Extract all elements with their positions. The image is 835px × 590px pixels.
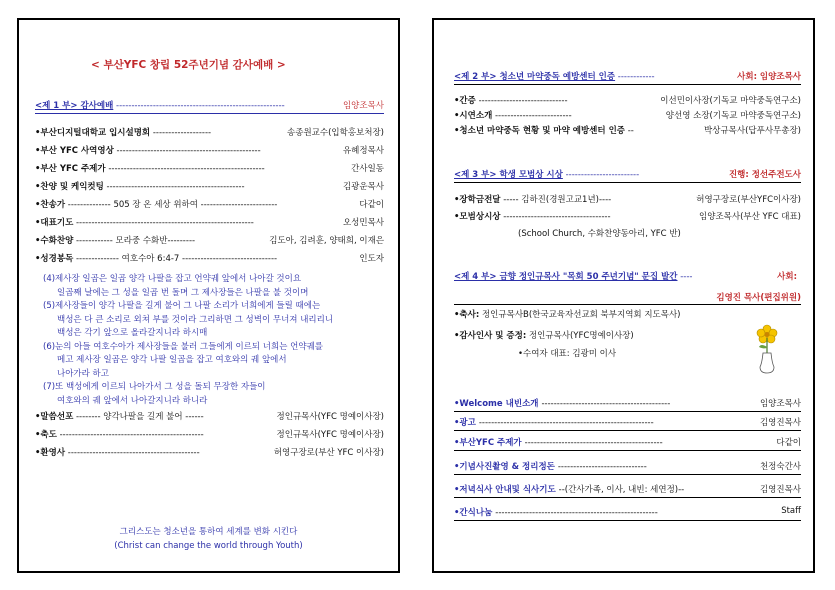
section-1-label: <제 1 부> 감사예배 [35, 101, 114, 111]
section-4-underline [454, 304, 801, 305]
program-item-leader: 정인규목사(YFC 명예이사장) [276, 412, 384, 422]
program-item-leader: 간사일동 [351, 164, 384, 174]
divider [454, 450, 801, 451]
section-2-underline [454, 84, 801, 85]
program-item-leader: 김도아, 김려훈, 양태희, 이재은 [269, 236, 384, 246]
program-item: •찬송가 -------------- 505 장 온 세상 위하여 ------------------------- [35, 200, 278, 210]
program-item-leader: 송종원교수(입학홍보처장) [287, 128, 384, 138]
program-item-leader: 인도자 [359, 254, 384, 264]
divider [454, 411, 801, 412]
motto-english: (Christ can change the world through Youth) [114, 541, 303, 551]
divider [454, 520, 801, 521]
section-2-host: 사회: 임양조목사 [737, 72, 801, 82]
program-item: •환영사 ------------------------------------------- [35, 448, 200, 458]
program-note: •수여자 대표: 김광미 이사 [518, 349, 617, 359]
program-item-leader: 임양조목사 [759, 399, 801, 409]
section-4-host: 김영진 목사(편집위원) [716, 293, 801, 303]
section-2-label: <제 2 부> 청소년 마약중독 예방센터 인증 [454, 72, 616, 82]
program-item: •모범상시상 ----------------------------------- [454, 212, 611, 222]
scripture-line: (4)제사장 일곱은 일곱 양각 나팔을 잡고 언약궤 앞에서 나아갈 것이요 [43, 274, 302, 284]
program-item-leader: Staff [781, 506, 801, 516]
program-item: •간식나눔 ----------------------------------------------------- [454, 508, 658, 518]
section-3-host: 진행: 정선주전도사 [728, 170, 801, 180]
program-item-leader: 박상규목사(답푸사무총장) [704, 126, 801, 136]
program-item-leader: 정인규목사(YFC 명예이사장) [276, 430, 384, 440]
program-item: •감사인사 및 증정: 정인규목사(YFC명예이사장) [454, 331, 634, 341]
program-item-leader: 김영진목사 [759, 485, 801, 495]
scripture-line: 백성은 각기 앞으로 올라갈지니라 하시매 [57, 328, 208, 338]
program-item: •시연소개 ------------------------- [454, 111, 572, 121]
right-panel [432, 18, 815, 573]
program-item: •장학금전달 ----- 김하진(경원고교1년)---- [454, 195, 612, 205]
section-3-heading: <제 3 부> 학생 모범상 시상 ------------------------ [454, 170, 640, 180]
divider [454, 497, 801, 498]
program-item-leader: 임양조목사(부산 YFC 대표) [699, 212, 801, 222]
left-panel [17, 18, 400, 573]
program-item-leader: 허영구장로(부산 YFC 이사장) [273, 448, 384, 458]
motto-korean: 그리스도는 청소년을 통하여 세계를 변화 시킨다 [119, 527, 298, 537]
scripture-line: (5)제사장들이 양각 나팔을 길게 불어 그 나팔 소리가 너희에게 들릴 때에는 [43, 301, 321, 311]
program-item-leader: 유혜정목사 [342, 146, 384, 156]
program-item: •성경봉독 -------------- 여호수아 6:4-7 ------------------------------- [35, 254, 278, 264]
scripture-passage [43, 273, 333, 408]
program-item: •청소년 마약중독 현황 및 마약 예방센터 인증 -- [454, 126, 634, 136]
section-3-label: <제 3 부> 학생 모범상 시상 [454, 170, 563, 180]
program-note: (School Church, 수화찬양동아리, YFC 반) [518, 229, 681, 239]
program-item: •축사: 정인규목사B(한국교육자선교회 북부지역회 지도목사) [454, 310, 681, 320]
program-item: •부산 YFC 주제가 --------------------------------------------------- [35, 164, 265, 174]
program-item: •찬양 및 케익컷팅 --------------------------------------------- [35, 182, 245, 192]
scripture-line: 여호와의 궤 앞에서 나아갈지니라 하니라 [57, 395, 208, 406]
program-item-leader: 천정숙간사 [759, 462, 801, 472]
program-item: •Welcome 내빈소개 ------------------------------------------ [454, 399, 671, 409]
program-item: •수화찬양 ------------ 모라중 수화반--------- [35, 236, 196, 246]
program-item: •간증 ----------------------------- [454, 96, 568, 106]
divider [454, 430, 801, 431]
section-1-leader: 임양조목사 [342, 101, 384, 111]
program-item-leader: 김광운목사 [342, 182, 384, 192]
program-item-leader: 다같이 [776, 438, 801, 448]
program-item-leader: 김영진목사 [759, 418, 801, 428]
section-4-label: <제 4 부> 금향 정인규목사 "목회 50 주년기념" 문집 발간 [454, 272, 678, 282]
flower-vase-icon [752, 323, 782, 375]
program-item-leader: 양선영 소장(기독교 마약중독연구소) [665, 111, 801, 121]
program-item: •부산디지털대학교 입시설명회 ------------------- [35, 128, 212, 138]
program-item: •저녁식사 안내및 식사기도 --(간사가족, 이사, 내빈: 세연정)-- [454, 485, 685, 495]
program-item: •축도 ----------------------------------------------- [35, 430, 204, 440]
scripture-line: (7)또 백성에게 이르되 나아가서 그 성을 돌되 무장한 자들이 [43, 382, 266, 392]
program-item: •부산YFC 주제가 --------------------------------------------- [454, 438, 663, 448]
section-3-underline [454, 182, 801, 183]
page-title: < 부산YFC 창립 52주년기념 감사예배 > [91, 59, 286, 71]
scripture-line: 나아가라 하고 [57, 368, 109, 379]
scripture-line: 메고 제사장 일곱은 양각 나팔 일곱을 잡고 여호와의 궤 앞에서 [57, 355, 287, 365]
program-item-leader: 이선민이사장(기독교 마약중독연구소) [660, 96, 801, 106]
scripture-line: 백성은 다 큰 소리로 외쳐 부를 것이라 그리하면 그 성벽이 무너져 내리리니 [57, 314, 334, 325]
program-item-leader: 다같이 [359, 200, 384, 210]
section-1-heading [35, 99, 285, 111]
section-4-host-label: 사회: [777, 272, 797, 282]
program-item: •대표기도 ---------------------------------------------------------- [35, 218, 254, 228]
program-item: •말씀선포 -------- 양각나팔을 길게 불어 ------ [35, 412, 204, 422]
scripture-line: 일곱째 날에는 그 성을 일곱 번 돌며 그 제사장들은 나팔을 불 것이며 [57, 287, 309, 298]
program-item-leader: 오성민목사 [342, 218, 384, 228]
program-item: •기념사진촬영 & 정리정돈 ----------------------------- [454, 462, 647, 472]
section-2-heading: <제 2 부> 청소년 마약중독 예방센터 인증 ------------ [454, 72, 655, 82]
section-4-heading: <제 4 부> 금향 정인규목사 "목회 50 주년기념" 문집 발간 ---- [454, 272, 693, 282]
scripture-line: (6)눈의 아들 여호수아가 제사장들을 불러 그들에게 이르되 너희는 언약궤를 [43, 341, 323, 352]
divider [454, 474, 801, 475]
program-item: •광고 --------------------------------------------------------- [454, 418, 654, 428]
section-1-dashes: ------------------------------------------------------- [116, 101, 285, 111]
program-item-leader: 허영구장로(부산YFC이사장) [696, 195, 801, 205]
program-item: •부산 YFC 사역영상 ----------------------------------------------- [35, 146, 261, 156]
section-1-underline [35, 113, 384, 114]
